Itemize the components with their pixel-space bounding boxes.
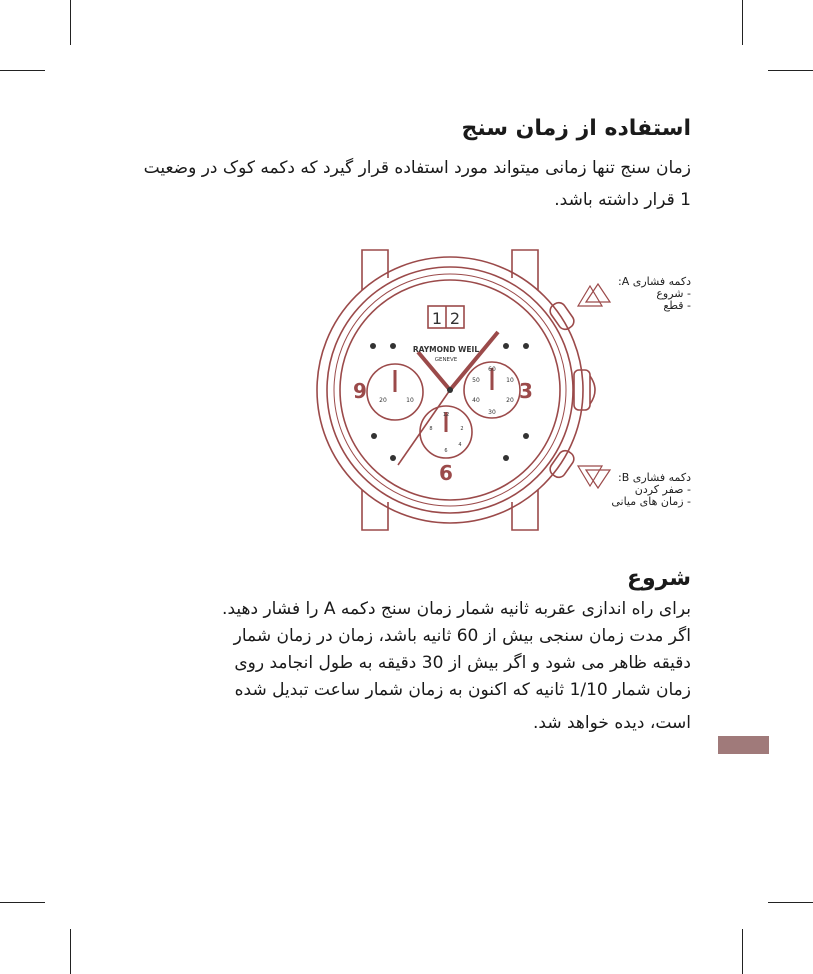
subdial-bottom-label: 6: [444, 448, 448, 454]
lug-bottom-left: [362, 490, 388, 530]
section-title-start: شروع: [626, 566, 691, 591]
crop-mark: [0, 902, 45, 903]
crop-mark: [70, 929, 71, 974]
subdial-left-label: 10: [406, 397, 414, 404]
numeral-6: 6: [439, 461, 453, 485]
crop-mark: [70, 0, 71, 45]
subdial-right-label: 30: [488, 409, 496, 416]
crop-mark: [742, 929, 743, 974]
numeral-3: 3: [519, 379, 533, 403]
text-line: زمان شمار 1/10 ثانیه که اکنون به زمان شمار ساعت تبدیل شده: [234, 680, 691, 700]
subdial-right-label: 50: [472, 377, 480, 384]
callout-heading: دکمه فشاری A:: [618, 275, 691, 288]
crop-mark: [768, 70, 813, 71]
section-text-usage: زمان سنج تنها زمانی میتواند مورد استفاده قرار گیرد که دکمه کوک در وضعیت 1 قرار داشته باشد.: [143, 158, 691, 210]
callout-item: - شروع: [656, 287, 691, 300]
watch-illustration: [300, 240, 600, 540]
subdial-bottom-label: 12: [442, 412, 450, 418]
callout-item: - صفر کردن: [634, 483, 691, 496]
subdial-right-label: 40: [472, 397, 480, 404]
brand-city: GENEVE: [434, 357, 458, 363]
lug-top-left: [362, 250, 388, 290]
section-text-start: [131, 596, 691, 737]
date-digit-1: 1: [431, 309, 443, 328]
callout-heading: دکمه فشاری B:: [618, 471, 691, 484]
subdial-bottom-label: 8: [429, 426, 433, 432]
crop-mark: [742, 0, 743, 45]
subdial-right-label: 60: [488, 366, 496, 373]
subdial-bottom-label: 2: [460, 426, 464, 432]
text-line: برای راه اندازی عقربه ثانیه شمار زمان سنج دکمه A را فشار دهید.: [222, 599, 691, 619]
text-line: است، دیده خواهد شد.: [533, 713, 691, 733]
numeral-9: 9: [353, 379, 367, 403]
callout-item: - قطع: [663, 299, 691, 312]
crop-mark: [0, 70, 45, 71]
crop-mark: [768, 902, 813, 903]
brand-logo: RAYMOND WEIL: [412, 345, 480, 354]
subdial-right-label: 20: [506, 397, 514, 404]
callout-item: - زمان های میانی: [611, 495, 691, 508]
callout-button-b: [571, 472, 691, 508]
lug-top-right: [512, 250, 538, 290]
page-tab-marker: [718, 736, 769, 754]
callout-button-a: [591, 276, 691, 312]
date-digit-2: 2: [449, 309, 461, 328]
subdial-left-label: 20: [379, 397, 387, 404]
subdial-right-label: 10: [506, 377, 514, 384]
subdial-bottom-label: 4: [458, 442, 462, 448]
text-line: اگر مدت زمان سنجی بیش از 60 ثانیه باشد، زمان در زمان شمار: [233, 626, 691, 646]
section-title-usage: استفاده از زمان سنج: [461, 116, 691, 141]
text-line: دقیقه ظاهر می شود و اگر بیش از 30 دقیقه به طول انجامد روی: [234, 653, 691, 673]
lug-bottom-right: [512, 490, 538, 530]
